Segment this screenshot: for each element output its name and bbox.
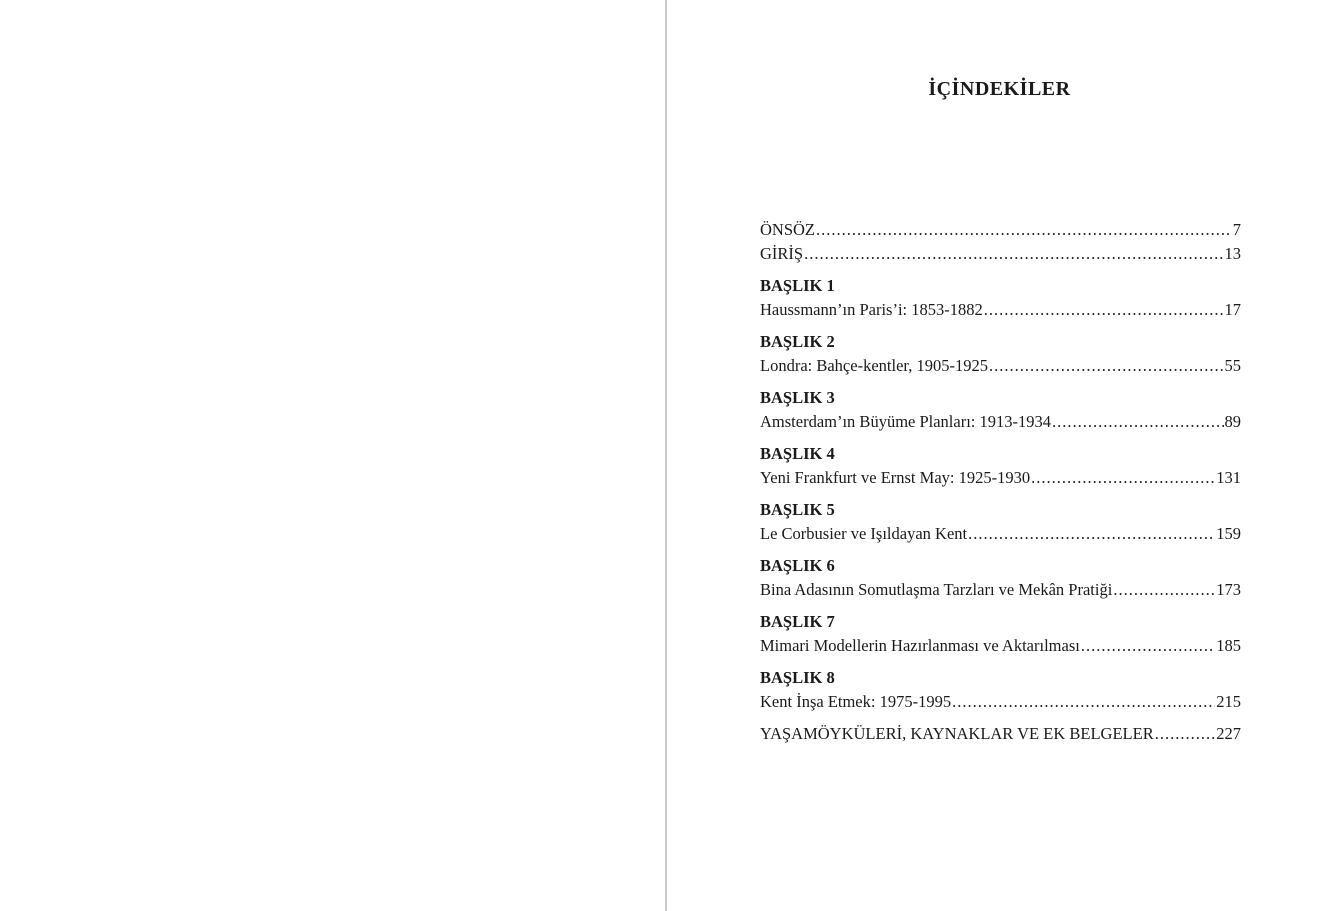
toc-title: İÇİNDEKİLER bbox=[928, 78, 1071, 100]
toc-chapter-2 bbox=[760, 330, 1241, 378]
toc-entry-label: Le Corbusier ve Işıldayan Kent bbox=[760, 524, 968, 543]
toc-entry-chapter-6[interactable] bbox=[760, 578, 1241, 602]
toc-chapter-8 bbox=[760, 666, 1241, 714]
toc-entry-label: Kent İnşa Etmek: 1975-1995 bbox=[760, 692, 952, 711]
dot-leader bbox=[968, 522, 1215, 546]
toc-chapter-1 bbox=[760, 274, 1241, 322]
toc-chapter-4 bbox=[760, 442, 1241, 490]
toc-front-matter bbox=[760, 218, 1241, 266]
toc-page-number: 55 bbox=[1224, 356, 1241, 375]
toc-page-number: 159 bbox=[1216, 524, 1241, 543]
toc-entry-label: Londra: Bahçe-kentler, 1905-1925 bbox=[760, 356, 988, 375]
toc-entry-chapter-4[interactable] bbox=[760, 466, 1241, 490]
dot-leader bbox=[804, 242, 1223, 266]
toc-entry-label: Amsterdam’ın Büyüme Planları: 1913-1934 bbox=[760, 412, 1051, 431]
dot-leader bbox=[1155, 722, 1216, 746]
chapter-heading: BAŞLIK 4 bbox=[760, 444, 835, 463]
toc-entry-label: GİRİŞ bbox=[760, 244, 804, 263]
toc-entry-onsoz[interactable] bbox=[760, 218, 1241, 242]
toc-chapter-3 bbox=[760, 386, 1241, 434]
toc-entry-chapter-3[interactable] bbox=[760, 410, 1241, 434]
toc-page-number: 7 bbox=[1232, 220, 1241, 239]
toc-page-number: 173 bbox=[1216, 580, 1241, 599]
toc-chapter-5 bbox=[760, 498, 1241, 546]
toc-page-number: 13 bbox=[1224, 244, 1241, 263]
toc-back-matter bbox=[760, 722, 1241, 746]
toc-page-number: 227 bbox=[1216, 724, 1241, 743]
toc-entry-chapter-1[interactable] bbox=[760, 298, 1241, 322]
chapter-heading: BAŞLIK 6 bbox=[760, 556, 835, 575]
toc-page-number: 215 bbox=[1216, 692, 1241, 711]
chapter-heading: BAŞLIK 1 bbox=[760, 276, 835, 295]
toc-entry-chapter-8[interactable] bbox=[760, 690, 1241, 714]
toc-chapter-6 bbox=[760, 554, 1241, 602]
toc-entry-label: YAŞAMÖYKÜLERİ, KAYNAKLAR VE EK BELGELER bbox=[760, 724, 1154, 743]
toc-entry-chapter-5[interactable] bbox=[760, 522, 1241, 546]
dot-leader bbox=[816, 218, 1232, 242]
toc-page-number: 131 bbox=[1216, 468, 1241, 487]
toc-page-number: 17 bbox=[1224, 300, 1241, 319]
toc-chapter-7 bbox=[760, 610, 1241, 658]
toc-entry-chapter-7[interactable] bbox=[760, 634, 1241, 658]
dot-leader bbox=[1052, 410, 1224, 434]
dot-leader bbox=[989, 354, 1224, 378]
chapter-heading: BAŞLIK 7 bbox=[760, 612, 835, 631]
toc-page-number: 89 bbox=[1224, 412, 1241, 431]
toc-entry-label: Haussmann’ın Paris’i: 1853-1882 bbox=[760, 300, 983, 319]
chapter-heading: BAŞLIK 5 bbox=[760, 500, 835, 519]
dot-leader bbox=[1031, 466, 1215, 490]
right-page bbox=[667, 0, 1332, 911]
chapter-heading: BAŞLIK 3 bbox=[760, 388, 835, 407]
dot-leader bbox=[1081, 634, 1215, 658]
toc-entry-label: Mimari Modellerin Hazırlanması ve Aktarılması bbox=[760, 636, 1080, 655]
dot-leader bbox=[984, 298, 1224, 322]
chapter-heading: BAŞLIK 2 bbox=[760, 332, 835, 351]
dot-leader bbox=[952, 690, 1215, 714]
toc-page-number: 185 bbox=[1216, 636, 1241, 655]
toc-entry-giris[interactable] bbox=[760, 242, 1241, 266]
left-page-blank bbox=[0, 0, 665, 911]
dot-leader bbox=[1113, 578, 1215, 602]
toc-entry-yasamoykuleri[interactable] bbox=[760, 722, 1241, 746]
table-of-contents bbox=[760, 218, 1241, 754]
toc-entry-label: ÖNSÖZ bbox=[760, 220, 816, 239]
toc-entry-chapter-2[interactable] bbox=[760, 354, 1241, 378]
toc-entry-label: Bina Adasının Somutlaşma Tarzları ve Mekân Pratiği bbox=[760, 580, 1113, 599]
chapter-heading: BAŞLIK 8 bbox=[760, 668, 835, 687]
toc-entry-label: Yeni Frankfurt ve Ernst May: 1925-1930 bbox=[760, 468, 1031, 487]
